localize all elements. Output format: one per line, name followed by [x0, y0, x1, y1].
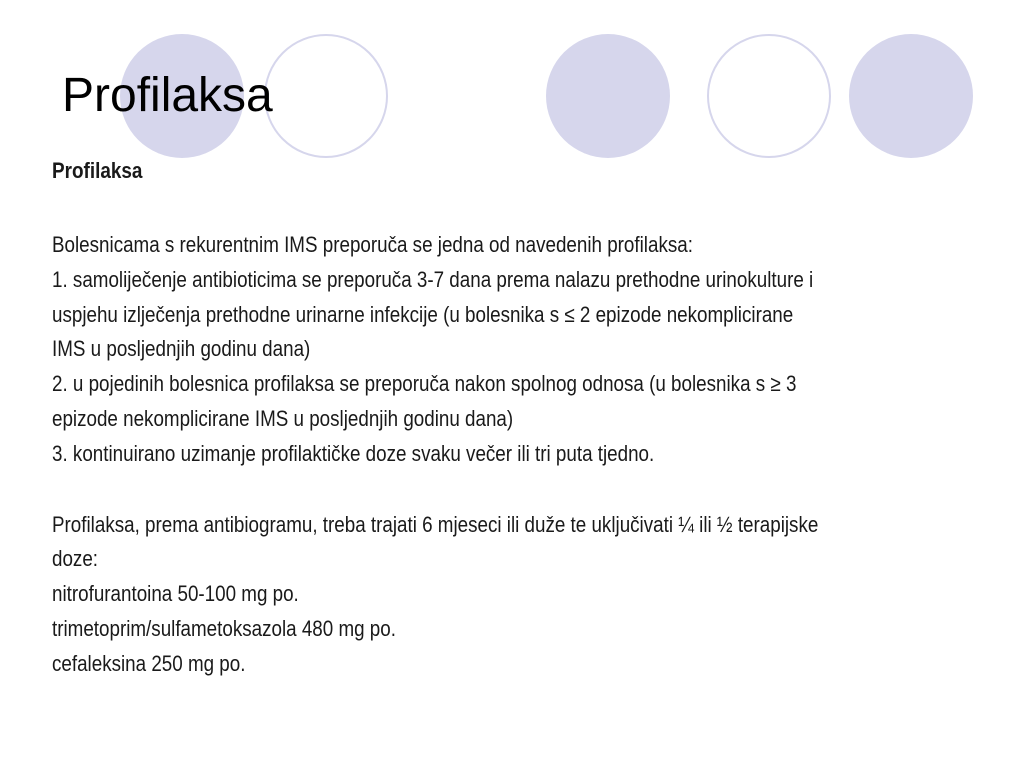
text-line: 2. u pojedinih bolesnica profilaksa se preporuča nakon spolnog odnosa (u bolesnika s ≥ 3	[52, 371, 797, 397]
decorative-circle-filled	[849, 34, 973, 158]
scanned-document	[50, 158, 930, 678]
text-line: 3. kontinuirano uzimanje profilaktičke doze svaku večer ili tri puta tjedno.	[52, 440, 655, 466]
document-heading: Profilaksa	[52, 158, 143, 183]
text-line: cefaleksina 250 mg po.	[52, 650, 246, 676]
text-line: 1. samoliječenje antibioticima se preporuča 3-7 dana prema nalazu prethodne urinokulture i	[52, 266, 814, 292]
paragraph-dosage	[52, 508, 907, 678]
document-body	[52, 228, 907, 678]
text-line: uspjehu izlječenja prethodne urinarne infekcije (u bolesnika s ≤ 2 epizode nekomplicirane	[52, 301, 794, 327]
decorative-circle-outline	[707, 34, 831, 158]
slide-title: Profilaksa	[62, 69, 273, 122]
paragraph-recommendations	[52, 228, 907, 472]
text-line: epizode nekomplicirane IMS u posljednjih godinu dana)	[52, 405, 514, 431]
text-line: trimetoprim/sulfametoksazola 480 mg po.	[52, 615, 396, 641]
text-line: doze:	[52, 546, 99, 572]
decorative-circle-filled	[546, 34, 670, 158]
text-line: nitrofurantoina 50-100 mg po.	[52, 581, 299, 607]
text-line: IMS u posljednjih godinu dana)	[52, 336, 311, 362]
text-line: Profilaksa, prema antibiogramu, treba trajati 6 mjeseci ili duže te uključivati ¼ ili ½ terapijske	[52, 511, 819, 537]
text-line: Bolesnicama s rekurentnim IMS preporuča se jedna od navedenih profilaksa:	[52, 232, 693, 257]
decorative-circle-outline	[264, 34, 388, 158]
